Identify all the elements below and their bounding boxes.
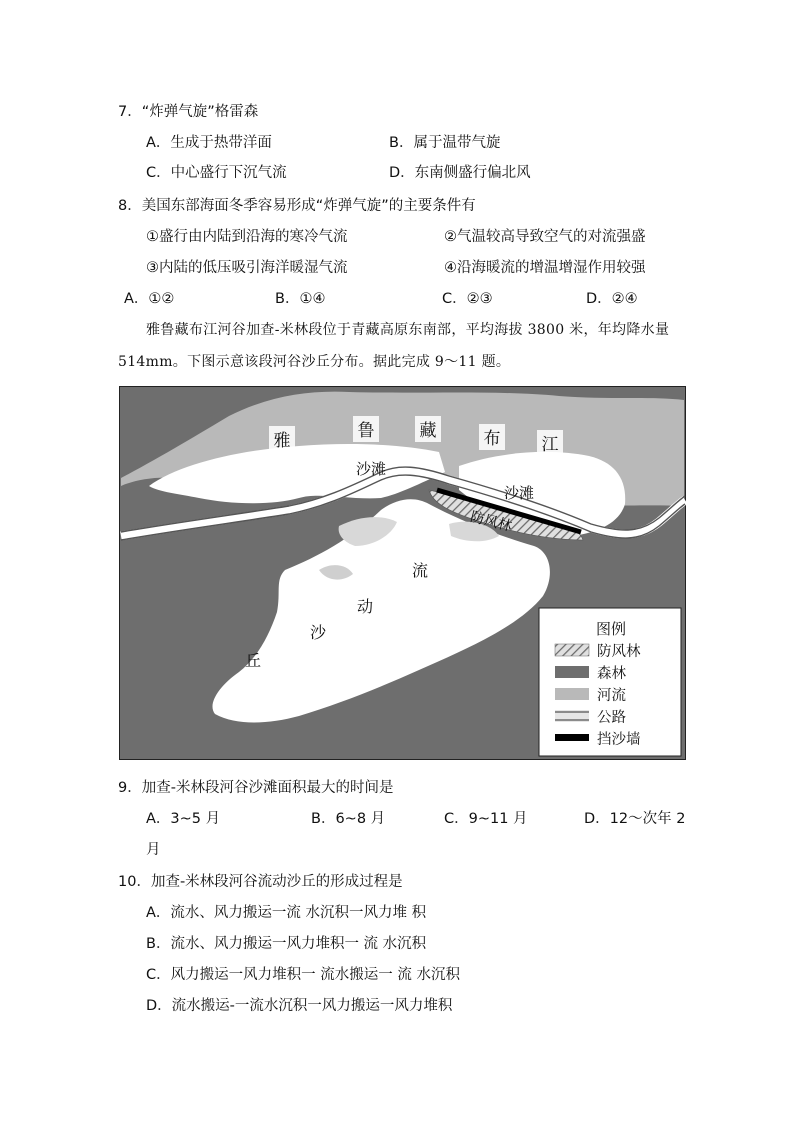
river-name-4 <box>479 424 505 450</box>
dune-char-4: 丘 <box>244 651 262 670</box>
sandbar-right-label: 沙滩 <box>503 484 535 502</box>
question-7-stem: 7．“炸弹气旋”格雷森 <box>118 104 259 120</box>
question-10-option-a[interactable]: A．流水、风力搬运一流 水沉积一风力堆 积 <box>146 905 427 921</box>
question-9-option-b[interactable]: B．6~8 月 <box>311 811 386 827</box>
question-7-option-a[interactable]: A．生成于热带洋面 <box>146 135 272 151</box>
question-8-item-2: ②气温较高导致空气的对流强盛 <box>444 229 646 245</box>
question-8-item-4: ④沿海暖流的增温增湿作用较强 <box>444 260 646 276</box>
legend-swatch-river <box>555 688 589 700</box>
passage-line-1: 雅鲁藏布江河谷加查-米林段位于青藏高原东南部，平均海拔 3800 米，年均降水量 <box>146 322 670 338</box>
question-7-option-c[interactable]: C．中心盛行下沉气流 <box>146 165 287 181</box>
passage-line-2: 514mm。下图示意该段河谷沙丘分布。据此完成 9～11 题。 <box>118 354 511 370</box>
dune-char-1: 流 <box>411 561 429 580</box>
question-8-option-a[interactable]: A．①② <box>124 291 175 307</box>
windbreak-label: 防风林 <box>468 509 514 535</box>
question-10-option-c[interactable]: C．风力搬运一风力堆积一 流水搬运一 流 水沉积 <box>146 967 460 983</box>
legend-title: 图例 <box>595 620 627 638</box>
question-10-stem: 10．加查-米林段河谷流动沙丘的形成过程是 <box>118 874 403 890</box>
question-8-option-c[interactable]: C．②③ <box>442 291 493 307</box>
legend-swatch-road <box>555 710 589 722</box>
legend-label-river: 河流 <box>597 688 626 704</box>
river-valley-map <box>119 386 686 760</box>
map-legend <box>539 608 681 756</box>
legend-swatch-wall <box>555 734 589 741</box>
question-7-option-b[interactable]: B．属于温带气旋 <box>389 135 501 151</box>
legend-label-windbreak: 防风林 <box>597 644 641 660</box>
river-name-2 <box>353 416 379 442</box>
question-7-option-d[interactable]: D．东南侧盛行偏北风 <box>389 165 531 181</box>
river-name-char-4: 布 <box>483 429 501 449</box>
river-name-char-1: 雅 <box>273 431 291 451</box>
question-9-option-c[interactable]: C．9~11 月 <box>444 811 528 827</box>
legend-swatch-forest <box>555 666 589 678</box>
question-8-option-b[interactable]: B．①④ <box>275 291 326 307</box>
question-8-stem: 8．美国东部海面冬季容易形成“炸弹气旋”的主要条件有 <box>118 198 476 214</box>
dune-char-3: 沙 <box>309 623 327 642</box>
question-9-option-a[interactable]: A．3~5 月 <box>146 811 221 827</box>
question-9-option-d-wrap: 月 <box>146 842 161 858</box>
legend-label-wall: 挡沙墙 <box>597 732 641 748</box>
question-8-item-3: ③内陆的低压吸引海洋暖湿气流 <box>146 260 348 276</box>
river-name-1 <box>269 426 295 452</box>
question-10-option-d[interactable]: D．流水搬运-一流水沉积一风力搬运一风力堆积 <box>146 998 453 1014</box>
question-9-stem: 9．加查-米林段河谷沙滩面积最大的时间是 <box>118 780 394 796</box>
sandbar-left-label: 沙滩 <box>355 460 387 478</box>
river-name-3 <box>415 416 441 442</box>
question-8-item-1: ①盛行由内陆到沿海的寒冷气流 <box>146 229 348 245</box>
legend-label-road: 公路 <box>597 710 626 726</box>
river-name-char-3: 藏 <box>419 421 437 441</box>
question-10-option-b[interactable]: B．流水、风力搬运一风力堆积一 流 水沉积 <box>146 936 427 952</box>
question-9-option-d[interactable]: D．12～次年 2 <box>584 811 686 827</box>
river-name-char-2: 鲁 <box>357 421 375 441</box>
question-8-option-d[interactable]: D．②④ <box>586 291 638 307</box>
legend-label-forest: 森林 <box>597 666 626 682</box>
river-name-5 <box>537 430 563 456</box>
river-name-char-5: 江 <box>541 435 559 455</box>
legend-swatch-windbreak <box>555 644 589 656</box>
dune-char-2: 动 <box>356 597 374 616</box>
